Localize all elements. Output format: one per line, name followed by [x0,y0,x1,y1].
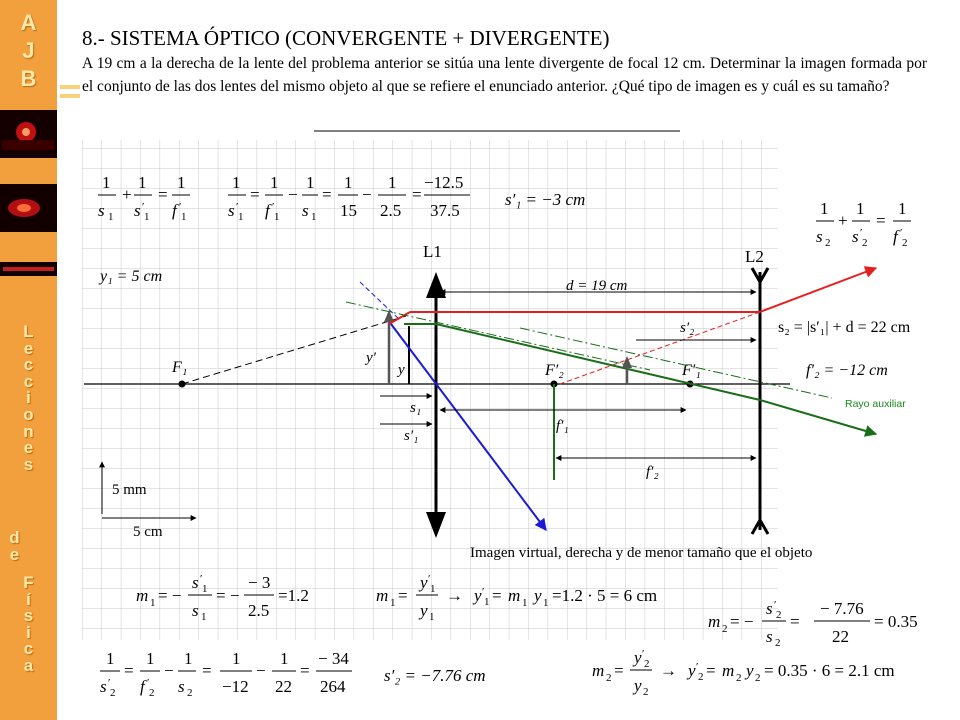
svg-text:1: 1 [232,649,241,668]
svg-text:m: m [722,661,735,680]
svg-text:1: 1 [388,173,397,192]
svg-text:1: 1 [106,649,115,668]
svg-text:1: 1 [144,211,150,223]
equation-m2-y2p [592,648,895,698]
svg-text:264: 264 [320,677,346,696]
label-f2p: F′₂ [545,362,564,379]
svg-text:′: ′ [900,227,903,239]
svg-text:−12.5: −12.5 [424,173,464,192]
result-s2p: s′₂ = −7.76 cm [384,666,486,685]
svg-text:′: ′ [428,573,431,585]
svg-text:=1.2: =1.2 [278,586,309,605]
svg-text:1: 1 [543,597,549,609]
label-f2-equation: f′₂ = −12 cm [806,362,888,379]
sidebar-vertical-fisica: F í s i c a [23,573,34,675]
svg-text:1: 1 [102,173,111,192]
svg-text:y: y [420,601,428,620]
svg-text:m: m [508,586,521,605]
svg-text:−12: −12 [222,677,249,696]
svg-text:2: 2 [698,671,704,683]
svg-text:f: f [893,227,898,246]
svg-text:=: = [412,185,422,204]
svg-text:2: 2 [606,672,612,684]
result-s1p: s′₁ = −3 cm [505,190,586,209]
svg-text:→: → [446,586,463,605]
svg-text:1: 1 [820,199,829,218]
label-rayo-auxiliar: Rayo auxiliar [845,398,906,410]
sidebar-vertical-lecciones: L e c c i o n e s [23,322,34,474]
svg-text:1: 1 [522,597,528,609]
svg-text:′: ′ [142,201,145,213]
label-d: d = 19 cm [566,278,628,294]
svg-text:s: s [302,201,309,220]
svg-text:′: ′ [108,677,111,689]
svg-text:−: − [164,661,174,680]
svg-text:2: 2 [775,637,781,649]
svg-text:′: ′ [774,599,777,611]
svg-text:= −: = − [730,612,754,631]
svg-text:1: 1 [202,583,208,595]
svg-text:→: → [660,661,677,680]
svg-text:=: = [202,661,212,680]
svg-text:2: 2 [643,686,649,698]
svg-text:y: y [746,661,754,680]
svg-text:1: 1 [232,173,241,192]
scale-vertical-label: 5 mm [112,482,147,498]
svg-text:′: ′ [179,201,182,213]
svg-text:2: 2 [644,658,650,670]
svg-text:s: s [766,599,773,618]
svg-text:1: 1 [150,597,156,609]
lens-l2-label: L2 [745,247,764,266]
svg-text:+: + [122,185,132,204]
svg-text:m: m [708,612,721,631]
lens-l1-label: L1 [423,242,442,261]
svg-text:s: s [134,201,141,220]
svg-text:1: 1 [238,211,244,223]
svg-text:1: 1 [344,173,353,192]
svg-text:=: = [250,185,260,204]
svg-text:2.5: 2.5 [380,201,402,220]
sidebar-letter-a: A [20,10,37,35]
svg-text:1: 1 [146,649,155,668]
label-yp: y′ [366,350,376,366]
svg-text:′: ′ [860,227,863,239]
svg-text:= 0.35: = 0.35 [874,612,918,631]
svg-text:−: − [256,661,266,680]
label-s2p: s′₂ [680,320,695,336]
svg-text:′: ′ [642,648,645,660]
svg-text:1: 1 [280,649,289,668]
label-y: y [398,362,405,378]
svg-text:s: s [192,601,199,620]
svg-text:=: = [876,211,886,230]
svg-text:′: ′ [272,201,275,213]
svg-text:2: 2 [722,623,728,635]
svg-text:1: 1 [390,597,396,609]
svg-text:1: 1 [484,596,490,608]
svg-text:1: 1 [898,199,907,218]
svg-text:1: 1 [430,583,436,595]
equation-lens2-solve [100,649,352,699]
svg-text:1: 1 [270,173,279,192]
svg-text:1: 1 [274,211,280,223]
svg-text:=: = [706,661,716,680]
svg-text:f: f [265,201,270,220]
svg-text:1: 1 [177,173,186,192]
svg-text:1: 1 [429,611,435,623]
label-f1p: F′₁ [682,362,701,379]
svg-text:y: y [420,573,428,592]
svg-text:1: 1 [306,173,315,192]
svg-text:s: s [852,227,859,246]
svg-text:′: ′ [696,661,699,673]
svg-text:− 7.76: − 7.76 [820,599,864,618]
label-f1: F₁ [172,359,188,376]
sidebar-vertical-de: d e [9,528,20,564]
svg-text:− 3: − 3 [248,573,271,592]
svg-text:1: 1 [184,649,193,668]
svg-text:=: = [398,586,408,605]
svg-text:1: 1 [311,211,317,223]
svg-text:′: ′ [236,201,239,213]
svg-text:2: 2 [902,237,908,249]
scale-horizontal-label: 5 cm [133,524,163,540]
svg-text:y: y [534,586,542,605]
label-f2p-dist: f′₂ [646,464,659,480]
svg-text:′: ′ [482,586,485,598]
svg-text:s: s [228,201,235,220]
svg-text:=: = [322,185,332,204]
svg-text:f: f [172,201,177,220]
sidebar-letter-j: J [22,38,35,63]
label-f1p-dist: f′₁ [556,418,569,434]
svg-text:2: 2 [149,687,155,699]
svg-text:=: = [124,661,134,680]
svg-text:s: s [100,677,107,696]
svg-text:y: y [634,648,642,667]
svg-text:−: − [288,185,298,204]
svg-text:m: m [136,586,149,605]
svg-text:1: 1 [108,211,114,223]
svg-text:2: 2 [736,672,742,684]
svg-text:=: = [614,661,624,680]
svg-text:=: = [158,185,168,204]
svg-text:=: = [300,661,310,680]
svg-text:1: 1 [181,211,187,223]
svg-text:− 34: − 34 [318,649,349,668]
svg-text:m: m [592,661,605,680]
svg-text:22: 22 [832,627,849,646]
diagram-caption: Imagen virtual, derecha y de menor tamaño que el objeto [470,545,813,561]
svg-text:′: ′ [147,677,150,689]
svg-text:2: 2 [825,237,831,249]
svg-text:= −: = − [158,586,182,605]
svg-text:1: 1 [856,199,865,218]
svg-text:f: f [140,677,145,696]
svg-text:=: = [492,586,502,605]
svg-text:= 0.35 · 6 = 2.1 cm: = 0.35 · 6 = 2.1 cm [764,661,895,680]
svg-text:+: + [838,211,848,230]
svg-text:y: y [634,676,642,695]
equation-lens-l2 [816,199,911,249]
svg-text:2: 2 [110,687,116,699]
svg-text:22: 22 [275,677,292,696]
svg-text:2: 2 [862,237,868,249]
svg-text:2: 2 [187,687,193,699]
svg-text:1: 1 [138,173,147,192]
problem-statement: A 19 cm a la derecha de la lente del problema anterior se sitúa una lente divergente de focal 12 cm. Determinar la imagen formada por el conjunto de las dos lentes del mismo objeto al que se refiere el enunciado anterior. ¿Qué tipo de imagen es y cuál es su tamaño? [82,55,927,95]
svg-text:15: 15 [340,201,357,220]
svg-text:37.5: 37.5 [430,201,460,220]
page-title: 8.- SISTEMA ÓPTICO (CONVERGENTE + DIVERGENTE) [82,26,610,50]
svg-text:′: ′ [200,573,203,585]
label-y1: y₁ = 5 cm [100,268,163,285]
sidebar-letter-b: B [20,66,37,91]
svg-text:s: s [178,677,185,696]
svg-text:s: s [98,201,105,220]
svg-text:= −: = − [216,586,240,605]
svg-text:2: 2 [776,609,782,621]
svg-text:s: s [816,227,823,246]
label-s1: s₁ [410,400,422,416]
svg-text:1: 1 [201,611,207,623]
svg-text:−: − [362,185,372,204]
svg-text:2.5: 2.5 [248,601,270,620]
svg-text:m: m [376,586,389,605]
svg-text:=1.2 · 5 = 6 cm: =1.2 · 5 = 6 cm [552,586,658,605]
svg-text:=: = [790,612,800,631]
label-s1p: s′₁ [404,428,419,444]
svg-text:s: s [192,573,199,592]
label-s2-equation: s₂ = |s′₁| + d = 22 cm [778,319,911,336]
svg-text:2: 2 [755,672,761,684]
svg-text:y: y [474,586,482,605]
svg-text:s: s [766,627,773,646]
svg-text:y: y [688,661,696,680]
